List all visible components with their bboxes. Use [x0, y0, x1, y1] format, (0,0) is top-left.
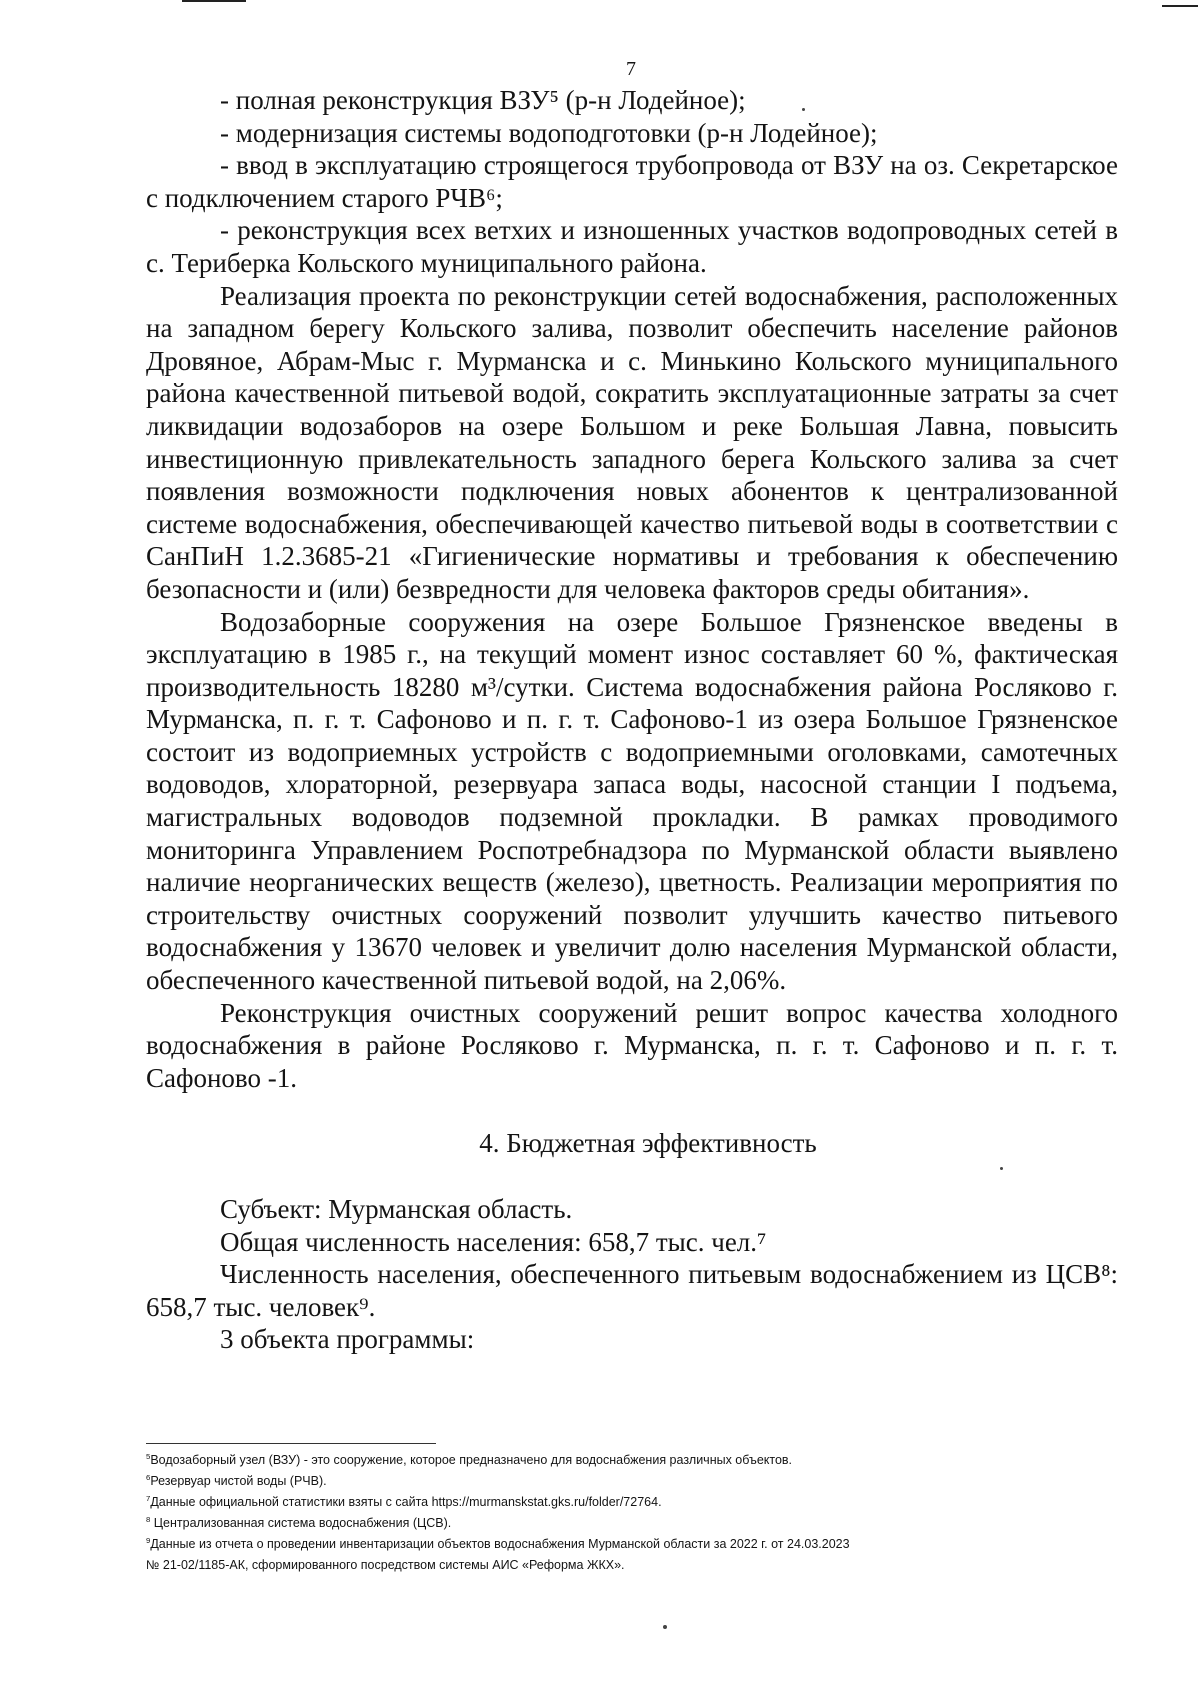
body-text	[146, 84, 1118, 1356]
paragraph: 3 объекта программы:	[220, 1324, 475, 1355]
footnote	[146, 1513, 1118, 1534]
paragraph: - ввод в эксплуатацию строящегося трубопровода от ВЗУ на оз. Секретарское с подключением старого РЧВ⁶;	[146, 150, 1118, 213]
footnote-text: Данные официальной статистики взяты с сайта https://murmanskstat.gks.ru/folder/72764.	[150, 1495, 662, 1509]
scan-speck	[1000, 1167, 1003, 1170]
paragraph: - модернизация системы водоподготовки (р-н Лодейное);	[220, 117, 878, 148]
footnote	[146, 1471, 1118, 1492]
paragraph: - полная реконструкция ВЗУ⁵ (р-н Лодейное);	[220, 85, 746, 115]
paragraph: Реконструкция очистных сооружений решит вопрос качества холодного водоснабжения в районе Росляково г. Мурманска, п. г. т. Сафоново и п. г. т. Сафоново -1.	[146, 997, 1118, 1093]
paragraph: Общая численность населения: 658,7 тыс. чел.⁷	[220, 1226, 767, 1257]
paragraph: Водозаборные сооружения на озере Большое Грязненское введены в эксплуатацию в 1985 г., на текущий момент износ составляет 60 %, фактическая производительность 18280 м³/сутки. Система водоснабжения района Росляково г. Мурманска, п. г. т. Сафоново и п. г. т. Сафоново-1 из озера Большое Грязненское состоит из водоприемных устройств с водоприемными оголовками, самотечных водоводов, хлораторной, резервуара запаса воды, насосной станции I подъема, магистральных водоводов подземной прокладки. В рамках проводимого мониторинга Управлением Роспотребнадзора по Мурманской области выявлено наличие неорганических веществ (железо), цветность. Реализации мероприятия по строительству очистных сооружений позволит улучшить качество питьевого водоснабжения у 13670 человек и увеличит долю населения Мурманской области, обеспеченного качественной питьевой водой, на 2,06%.	[146, 606, 1118, 996]
footnote-number: 8	[146, 1514, 151, 1524]
footnote-text: Резервуар чистой воды (РЧВ).	[150, 1474, 327, 1488]
paragraph: Субъект: Мурманская область.	[220, 1194, 573, 1224]
footnote-continuation	[146, 1555, 1118, 1576]
footnote-text: № 21-02/1185-АК, сформированного посредством системы АИС «Реформа ЖКХ».	[146, 1558, 625, 1572]
paragraph: - реконструкция всех ветхих и изношенных участков водопроводных сетей в с. Териберка Кольского муниципального района.	[146, 215, 1118, 278]
paragraph: Численность населения, обеспеченного питьевым водоснабжением из ЦСВ⁸: 658,7 тыс. человек⁹.	[146, 1259, 1118, 1322]
section-title: 4. Бюджетная эффективность	[479, 1128, 817, 1159]
scan-mark	[1162, 5, 1198, 7]
footnote-number: 6	[146, 1472, 151, 1482]
paragraph: Реализация проекта по реконструкции сетей водоснабжения, расположенных на западном берегу Кольского залива, позволит обеспечить население районов Дровяное, Абрам-Мыс г. Мурманска и с. Минькино Кольского муниципального района качественной питьевой водой, сократить эксплуатационные затраты за счет ликвидации водозаборов на озере Большом и реке Большая Лавна, повысить инвестиционную привлекательность западного берега Кольского залива за счет появления возможности подключения новых абонентов к централизованной системе водоснабжения, обеспечивающей качество питьевой воды в соответствии с СанПиН 1.2.3685-21 «Гигиенические нормативы и требования к обеспечению безопасности и (или) безвредности для человека факторов среды обитания».	[146, 280, 1118, 604]
footnote-text: Централизованная система водоснабжения (ЦСВ).	[150, 1516, 452, 1530]
footnote-text: Водозаборный узел (ВЗУ) - это сооружение, которое предназначено для водоснабжения различных объектов.	[150, 1453, 793, 1467]
footnote	[146, 1450, 1118, 1471]
footnote-number: 9	[146, 1535, 151, 1545]
scan-speck	[802, 108, 805, 111]
scan-mark	[182, 0, 246, 2]
scan-speck	[663, 1625, 667, 1629]
footnote-separator	[146, 1443, 436, 1444]
footnote	[146, 1534, 1118, 1555]
footnote-text: Данные из отчета о проведении инвентаризации объектов водоснабжения Мурманской области за 2022 г. от 24.03.2023	[150, 1537, 850, 1551]
page-number: 7	[626, 58, 636, 80]
footnote	[146, 1492, 1118, 1513]
footnote-number: 7	[146, 1493, 151, 1503]
footnotes	[146, 1450, 1118, 1576]
footnote-number: 5	[146, 1451, 151, 1461]
